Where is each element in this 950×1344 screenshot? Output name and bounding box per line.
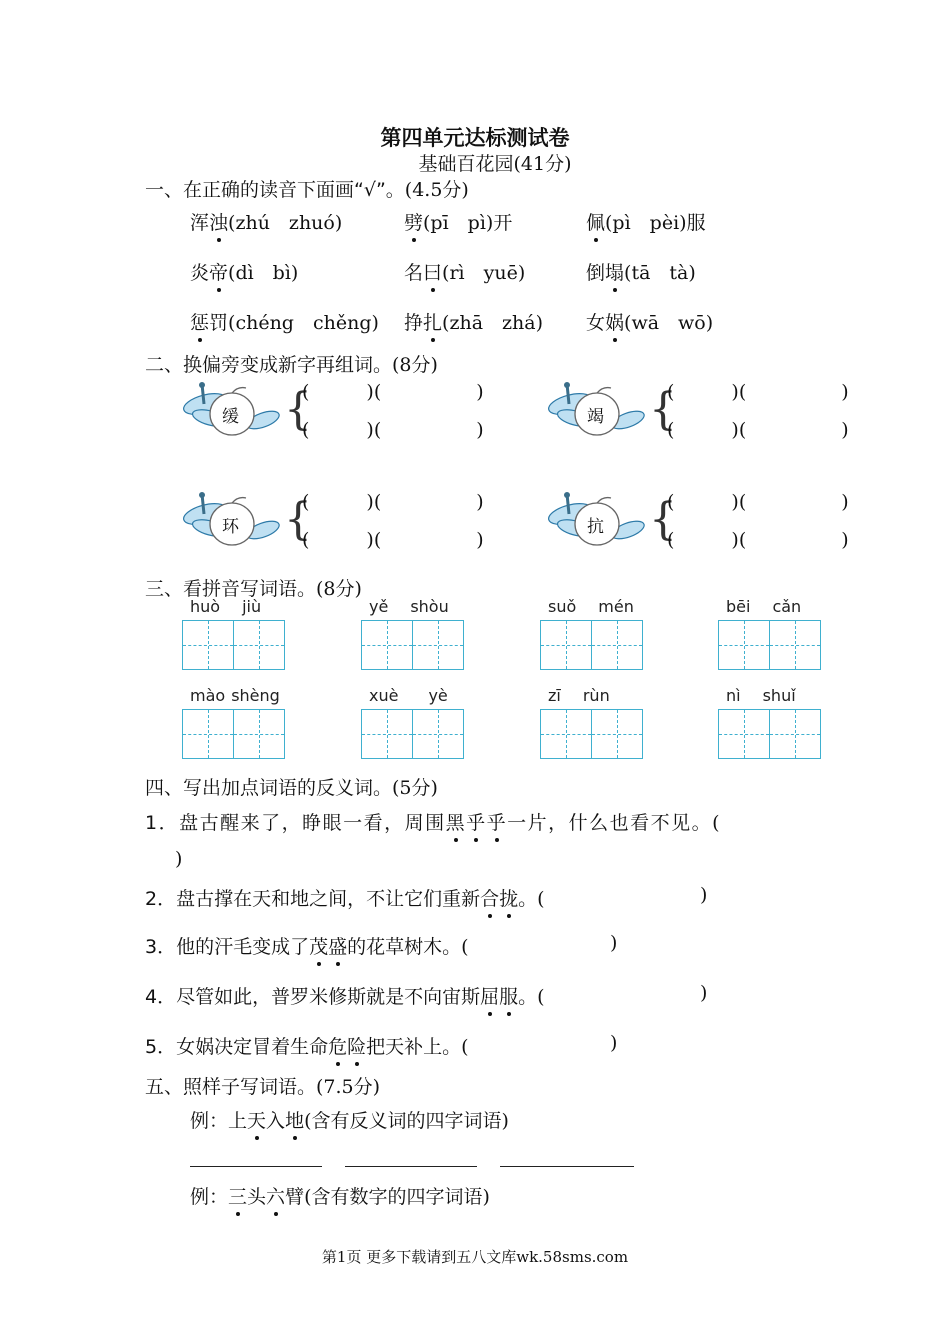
answer-blank[interactable]	[500, 1165, 634, 1167]
pinyin-options: (zhú zhuó)	[228, 212, 343, 234]
pinyin-options: (zhā zhá)	[442, 312, 544, 334]
pinyin-syllable: rùn	[582, 686, 610, 705]
dotted-char: 塌	[605, 258, 624, 285]
pinyin-options: (rì yuē)	[442, 262, 526, 284]
page-subtitle: 基础百花园(41分)	[418, 153, 572, 175]
pinyin-syllable: shòu	[410, 597, 449, 616]
radical-char: 缓	[222, 407, 239, 427]
section1-heading: 一、在正确的读音下面画“√”。(4.5分)	[145, 179, 469, 201]
question-text: 。(	[518, 986, 545, 1008]
pinyin-syllable: jiù	[242, 597, 262, 616]
dotted-char: 乎	[487, 808, 508, 835]
answer-blank[interactable]	[190, 1165, 322, 1167]
dotted-char: 劈	[404, 208, 423, 235]
answer-blank[interactable]	[345, 1165, 477, 1167]
pronunciation-item	[190, 208, 342, 235]
tianzige-grid[interactable]	[182, 620, 285, 670]
dotted-char: 帝	[209, 258, 228, 285]
pinyin-syllable: mào	[190, 686, 226, 705]
pinyin-label	[548, 597, 648, 616]
answer-blanks[interactable]: ( )( )	[302, 419, 484, 441]
dotted-char: 合	[480, 884, 499, 911]
question-text: 尽管如此，普罗米修斯就是不向宙斯	[176, 986, 481, 1008]
tianzige-grid[interactable]	[361, 709, 464, 759]
answer-close-paren[interactable]: )	[610, 1032, 618, 1054]
pinyin-options: (wā wō)	[624, 312, 714, 334]
question-text: 的花草树木。(	[347, 936, 469, 958]
tianzige-grid[interactable]	[718, 620, 821, 670]
dotted-char: 屈	[480, 982, 499, 1009]
curly-brace: {	[649, 494, 677, 545]
answer-blanks[interactable]: ( )( )	[302, 529, 484, 551]
example2: 例：三头六臂(含有数字的四字词语)	[190, 1182, 490, 1209]
tianzige-grid[interactable]	[540, 620, 643, 670]
pinyin-syllable: mén	[598, 597, 634, 616]
curly-brace: {	[284, 494, 312, 545]
radical-char: 环	[222, 517, 239, 537]
radical-char: 抗	[587, 517, 604, 537]
pinyin-syllable: nì	[726, 686, 741, 705]
word-part: 浑	[190, 212, 210, 234]
writing-cell[interactable]	[413, 710, 463, 758]
dotted-char: 浊	[209, 208, 228, 235]
pinyin-syllable: cǎn	[772, 597, 802, 616]
pronunciation-item	[586, 258, 696, 285]
pinyin-syllable: shuǐ	[762, 686, 796, 705]
pronunciation-item	[190, 258, 298, 285]
dotted-word	[480, 888, 518, 910]
pinyin-syllable: yè	[428, 686, 448, 705]
writing-cell[interactable]	[541, 710, 592, 758]
pinyin-label	[190, 686, 290, 705]
question	[145, 1032, 469, 1059]
dotted-word	[446, 812, 508, 834]
writing-cell[interactable]	[234, 710, 284, 758]
tianzige-grid[interactable]	[718, 709, 821, 759]
answer-blanks[interactable]: ( )( )	[667, 419, 849, 441]
pinyin-label	[726, 597, 826, 616]
pinyin-syllable: huò	[190, 597, 221, 616]
pronunciation-item	[586, 308, 713, 335]
pronunciation-item	[586, 208, 706, 235]
question-text: 。(	[518, 888, 545, 910]
writing-cell[interactable]	[592, 621, 642, 669]
dotted-char: 佩	[586, 208, 605, 235]
answer-close-paren[interactable]: )	[700, 982, 708, 1004]
section5-heading: 五、照样子写词语。(7.5分)	[145, 1076, 381, 1098]
pinyin-label	[369, 686, 469, 705]
pinyin-options: (dì bì)	[228, 262, 299, 284]
dotted-char: 拢	[499, 884, 518, 911]
dotted-char: 险	[347, 1032, 366, 1059]
dotted-char: 扎	[423, 308, 442, 335]
dotted-char: 乎	[466, 808, 487, 835]
pinyin-syllable: xuè	[369, 686, 399, 705]
question-text: 盘古醒来了，睁眼一看，周围	[179, 812, 446, 834]
question-number: 5．	[145, 1036, 177, 1058]
page-footer: 第1页 更多下载请到五八文库wk.58sms.com	[321, 1248, 629, 1266]
tianzige-grid[interactable]	[182, 709, 285, 759]
answer-blanks[interactable]: ( )( )	[302, 491, 484, 513]
answer-blanks[interactable]: ( )( )	[302, 381, 484, 403]
question-text: 他的汗毛变成了	[176, 936, 310, 958]
pinyin-options: (pì pèi)服	[605, 212, 706, 234]
answer-close-paren[interactable]: )	[610, 932, 618, 954]
dotted-char: 盛	[328, 932, 347, 959]
question-number: 1．	[145, 812, 180, 834]
pinyin-label	[369, 597, 469, 616]
word-part: 炎	[190, 262, 210, 284]
writing-cell[interactable]	[234, 621, 284, 669]
pronunciation-item	[404, 308, 543, 335]
pinyin-label	[548, 686, 648, 705]
word-part: 罚	[209, 312, 229, 334]
word-part: 挣	[404, 312, 424, 334]
curly-brace: {	[284, 384, 312, 435]
pronunciation-item	[190, 308, 379, 335]
writing-cell[interactable]	[541, 621, 592, 669]
dotted-word	[328, 1036, 366, 1058]
page-title: 第四单元达标测试卷	[380, 126, 570, 150]
word-part: 名	[404, 262, 424, 284]
question-text: 把天补上。(	[366, 1036, 469, 1058]
pinyin-syllable: suǒ	[548, 597, 577, 616]
word-part: 倒	[586, 262, 606, 284]
tianzige-grid[interactable]	[540, 709, 643, 759]
answer-blanks[interactable]: ( )( )	[667, 529, 849, 551]
pinyin-syllable: shèng	[231, 686, 280, 705]
writing-cell[interactable]	[719, 710, 770, 758]
writing-cell[interactable]	[770, 621, 820, 669]
pinyin-options: (chéng chěng)	[228, 312, 379, 334]
answer-close-paren[interactable]: )	[700, 884, 708, 906]
word-part: 女	[586, 312, 606, 334]
example1: 例：上天入地(含有反义词的四字词语)	[190, 1106, 509, 1133]
answer-blanks[interactable]: ( )( )	[667, 491, 849, 513]
dotted-char: 服	[499, 982, 518, 1009]
question-text: 女娲决定冒着生命	[176, 1036, 329, 1058]
dotted-char: 危	[328, 1032, 347, 1059]
pronunciation-item	[404, 208, 512, 235]
answer-close-paren[interactable]: )	[175, 848, 183, 870]
pinyin-label	[190, 597, 290, 616]
dotted-word	[480, 986, 518, 1008]
writing-cell[interactable]	[719, 621, 770, 669]
section2-heading: 二、换偏旁变成新字再组词。(8分)	[145, 354, 438, 376]
pinyin-syllable: zī	[548, 686, 561, 705]
question-number: 3．	[145, 936, 177, 958]
writing-cell[interactable]	[362, 710, 413, 758]
question	[145, 884, 545, 911]
pinyin-options: (tā tà)	[624, 262, 696, 284]
writing-cell[interactable]	[413, 621, 463, 669]
question-text: 盘古撑在天和地之间，不让它们重新	[176, 888, 481, 910]
dotted-char: 曰	[423, 258, 442, 285]
pinyin-options: (pī pì)开	[423, 212, 513, 234]
writing-cell[interactable]	[183, 710, 234, 758]
tianzige-grid[interactable]	[361, 620, 464, 670]
section4-heading: 四、写出加点词语的反义词。(5分)	[145, 777, 438, 799]
question-text: 一片，什么也看不见。(	[507, 812, 722, 834]
dotted-char: 惩	[190, 308, 209, 335]
question	[145, 932, 469, 959]
pinyin-syllable: yě	[369, 597, 389, 616]
question	[145, 982, 545, 1009]
section3-heading: 三、看拼音写词语。(8分)	[145, 578, 362, 600]
dotted-word	[309, 936, 347, 958]
dotted-char: 黑	[446, 808, 467, 835]
dotted-char: 娲	[605, 308, 624, 335]
writing-cell[interactable]	[362, 621, 413, 669]
curly-brace: {	[649, 384, 677, 435]
radical-char: 竭	[587, 407, 604, 427]
answer-blanks[interactable]: ( )( )	[667, 381, 849, 403]
writing-cell[interactable]	[183, 621, 234, 669]
pinyin-syllable: bēi	[726, 597, 751, 616]
writing-cell[interactable]	[770, 710, 820, 758]
pinyin-label	[726, 686, 826, 705]
pronunciation-item	[404, 258, 525, 285]
question-number: 4．	[145, 986, 177, 1008]
dotted-char: 茂	[309, 932, 328, 959]
question	[145, 808, 721, 835]
writing-cell[interactable]	[592, 710, 642, 758]
question-number: 2．	[145, 888, 177, 910]
